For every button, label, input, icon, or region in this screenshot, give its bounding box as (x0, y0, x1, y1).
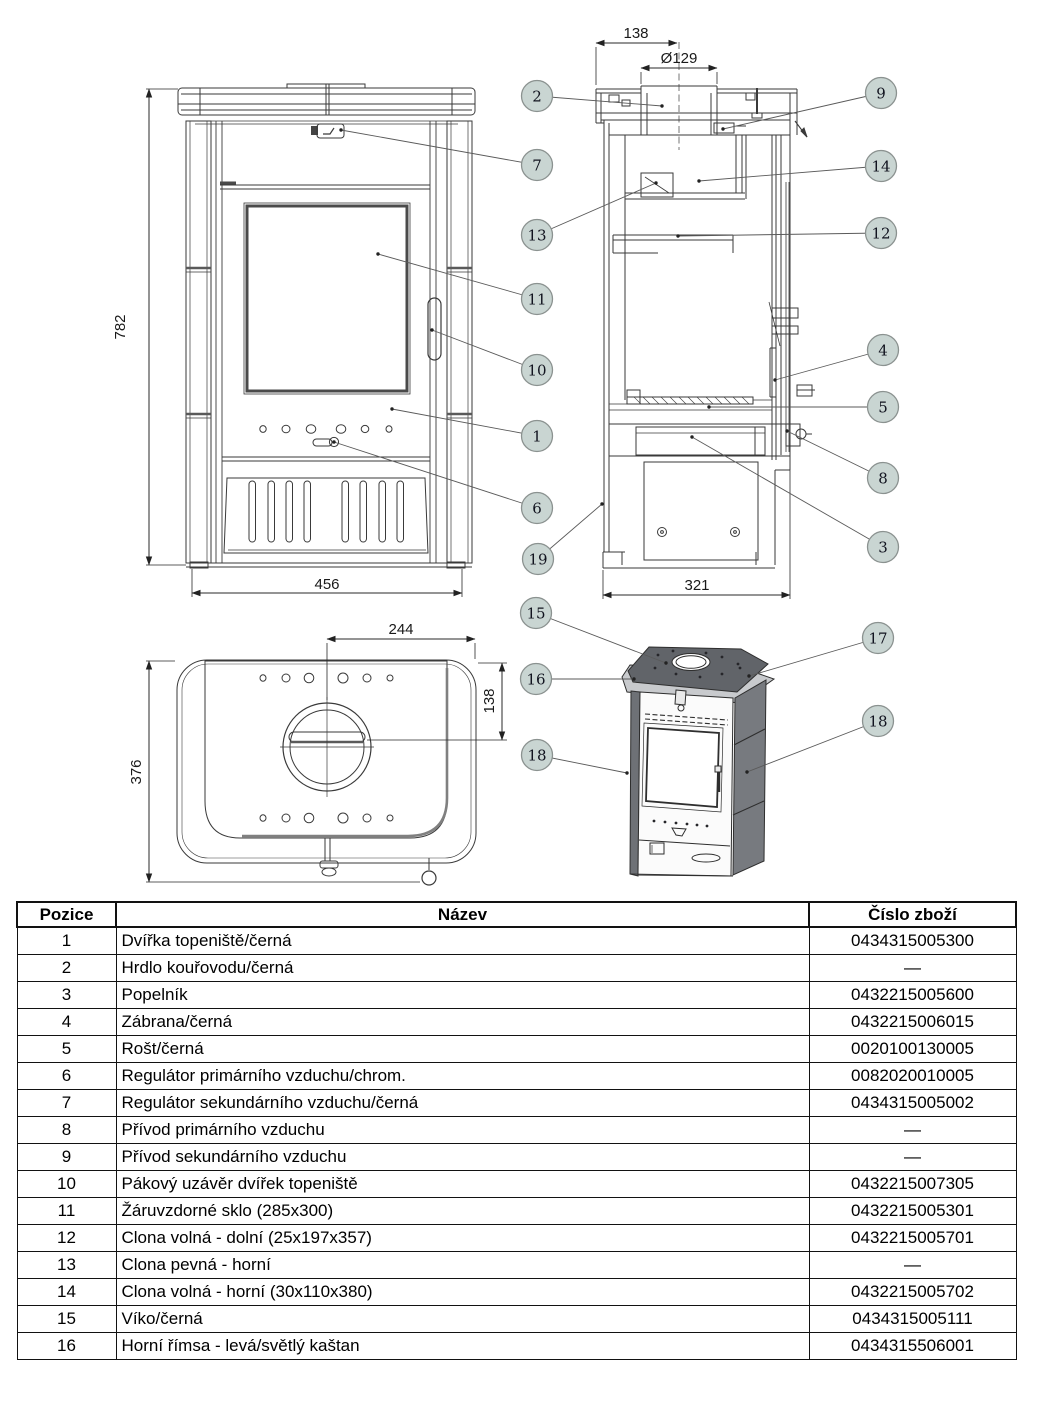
leader-dot (339, 128, 342, 131)
callout-number: 13 (527, 226, 547, 245)
cell-pos: 12 (17, 1225, 116, 1252)
cell-name: Víko/černá (116, 1306, 809, 1333)
leader-dot (660, 104, 663, 107)
leader-line (747, 721, 878, 772)
callout-layer (332, 78, 898, 775)
cell-name: Clona pevná - horní (116, 1252, 809, 1279)
leader-dot (664, 661, 667, 664)
dimension-label: 138 (481, 688, 498, 714)
cell-name: Clona volná - dolní (25x197x357) (116, 1225, 809, 1252)
cell-name: Clona volná - horní (30x110x380) (116, 1279, 809, 1306)
cell-sku: — (809, 1117, 1016, 1144)
dimension-label: 321 (684, 577, 710, 594)
dimension-label: 376 (128, 759, 145, 785)
leader-dot (785, 429, 788, 432)
cell-sku: 0432215005701 (809, 1225, 1016, 1252)
callout-number: 18 (868, 712, 888, 731)
cell-pos: 1 (17, 927, 116, 955)
cell-name: Pákový uzávěr dvířek topeniště (116, 1171, 809, 1198)
leader-line (432, 330, 537, 370)
callout-number: 19 (528, 550, 548, 569)
table-row (17, 955, 1016, 982)
callout-number: 4 (878, 341, 888, 360)
callout-number: 15 (526, 604, 546, 623)
callout-number: 16 (526, 670, 546, 689)
cell-name: Přívod primárního vzduchu (116, 1117, 809, 1144)
cell-pos: 9 (17, 1144, 116, 1171)
leader-dot (690, 435, 693, 438)
cell-pos: 7 (17, 1090, 116, 1117)
cell-name: Regulátor primárního vzduchu/chrom. (116, 1063, 809, 1090)
callout-number: 18 (527, 746, 547, 765)
table-row (17, 1333, 1016, 1360)
cell-name: Žáruvzdorné sklo (285x300) (116, 1198, 809, 1225)
cell-pos: 2 (17, 955, 116, 982)
callout-number: 14 (871, 157, 891, 176)
leader-dot (697, 179, 700, 182)
leader-dot (721, 127, 724, 130)
callout-number: 6 (532, 499, 542, 518)
cell-pos: 5 (17, 1036, 116, 1063)
cell-sku: — (809, 1144, 1016, 1171)
cell-sku: 0432215005301 (809, 1198, 1016, 1225)
leader-dot (707, 405, 710, 408)
table-row (17, 1063, 1016, 1090)
cell-name: Horní římsa - levá/světlý kaštan (116, 1333, 809, 1360)
cell-pos: 4 (17, 1009, 116, 1036)
leader-dot (747, 674, 750, 677)
cell-sku: 0432215006015 (809, 1009, 1016, 1036)
callout-number: 7 (532, 156, 542, 175)
cell-sku: — (809, 1252, 1016, 1279)
cell-sku: — (809, 955, 1016, 982)
cell-name: Dvířka topeniště/černá (116, 927, 809, 955)
cell-name: Hrdlo kouřovodu/černá (116, 955, 809, 982)
cell-pos: 10 (17, 1171, 116, 1198)
callout-number: 10 (527, 361, 547, 380)
iso-view-drawing (622, 647, 774, 876)
leader-line (749, 638, 878, 676)
leader-dot (632, 677, 635, 680)
table-row (17, 1144, 1016, 1171)
callout-number: 2 (532, 87, 542, 106)
cell-name: Regulátor sekundárního vzduchu/černá (116, 1090, 809, 1117)
callout-number: 9 (876, 84, 886, 103)
table-row (17, 927, 1016, 955)
cell-name: Popelník (116, 982, 809, 1009)
top-view-drawing (177, 660, 476, 885)
col-header-nazev: Název (116, 902, 809, 927)
leader-line (723, 93, 881, 129)
table-header-row (17, 902, 1016, 927)
table-row (17, 1306, 1016, 1333)
table-row (17, 1090, 1016, 1117)
table-row (17, 1117, 1016, 1144)
leader-dot (745, 770, 748, 773)
leader-line (378, 254, 537, 299)
cell-sku: 0434315005111 (809, 1306, 1016, 1333)
table-row (17, 982, 1016, 1009)
cell-pos: 11 (17, 1198, 116, 1225)
col-header-pozice: Pozice (17, 902, 116, 927)
cell-pos: 14 (17, 1279, 116, 1306)
leader-dot (376, 252, 379, 255)
cell-sku: 0432215005600 (809, 982, 1016, 1009)
cell-sku: 0432215005702 (809, 1279, 1016, 1306)
leader-line (692, 437, 883, 547)
cell-sku: 0434315005002 (809, 1090, 1016, 1117)
front-view-drawing (178, 84, 475, 568)
callout-number: 3 (878, 538, 888, 557)
callout-number: 5 (878, 398, 888, 417)
dimension-label: 244 (388, 621, 414, 638)
dimension-label: 138 (623, 25, 649, 42)
col-header-cislo-zbozi: Číslo zboží (809, 902, 1016, 927)
cell-sku: 0434315005300 (809, 927, 1016, 955)
leader-dot (600, 502, 603, 505)
table-row (17, 1198, 1016, 1225)
leader-dot (773, 378, 776, 381)
parts-table (16, 901, 1017, 1360)
callout-number: 8 (878, 469, 888, 488)
cell-name: Přívod sekundárního vzduchu (116, 1144, 809, 1171)
leader-dot (654, 181, 657, 184)
leader-line (537, 96, 662, 106)
table-row (17, 1279, 1016, 1306)
leader-line (537, 183, 656, 235)
leader-line (341, 130, 537, 165)
cell-sku: 0432215007305 (809, 1171, 1016, 1198)
leader-dot (332, 440, 335, 443)
leader-line (775, 350, 883, 380)
table-row (17, 1036, 1016, 1063)
leader-dot (625, 771, 628, 774)
callout-number: 12 (871, 224, 891, 243)
leader-dot (676, 234, 679, 237)
table-row (17, 1009, 1016, 1036)
table-row (17, 1225, 1016, 1252)
dimension-label: Ø129 (660, 50, 698, 67)
callout-number: 1 (532, 427, 542, 446)
cell-pos: 13 (17, 1252, 116, 1279)
cell-pos: 6 (17, 1063, 116, 1090)
cell-sku: 0082020010005 (809, 1063, 1016, 1090)
dimension-labels (112, 25, 710, 785)
leader-dot (430, 328, 433, 331)
cell-sku: 0434315506001 (809, 1333, 1016, 1360)
cell-pos: 8 (17, 1117, 116, 1144)
leader-line (536, 613, 666, 663)
callout-number: 11 (527, 290, 547, 309)
cell-pos: 15 (17, 1306, 116, 1333)
leader-line (334, 442, 537, 508)
cell-name: Rošt/černá (116, 1036, 809, 1063)
table-row (17, 1252, 1016, 1279)
callout-number: 17 (868, 629, 888, 648)
dimension-label: 456 (314, 576, 340, 593)
cell-pos: 3 (17, 982, 116, 1009)
cell-pos: 16 (17, 1333, 116, 1360)
dimension-label: 782 (112, 314, 129, 340)
table-row (17, 1171, 1016, 1198)
leader-dot (390, 407, 393, 410)
cell-sku: 0020100130005 (809, 1036, 1016, 1063)
cell-name: Zábrana/černá (116, 1009, 809, 1036)
